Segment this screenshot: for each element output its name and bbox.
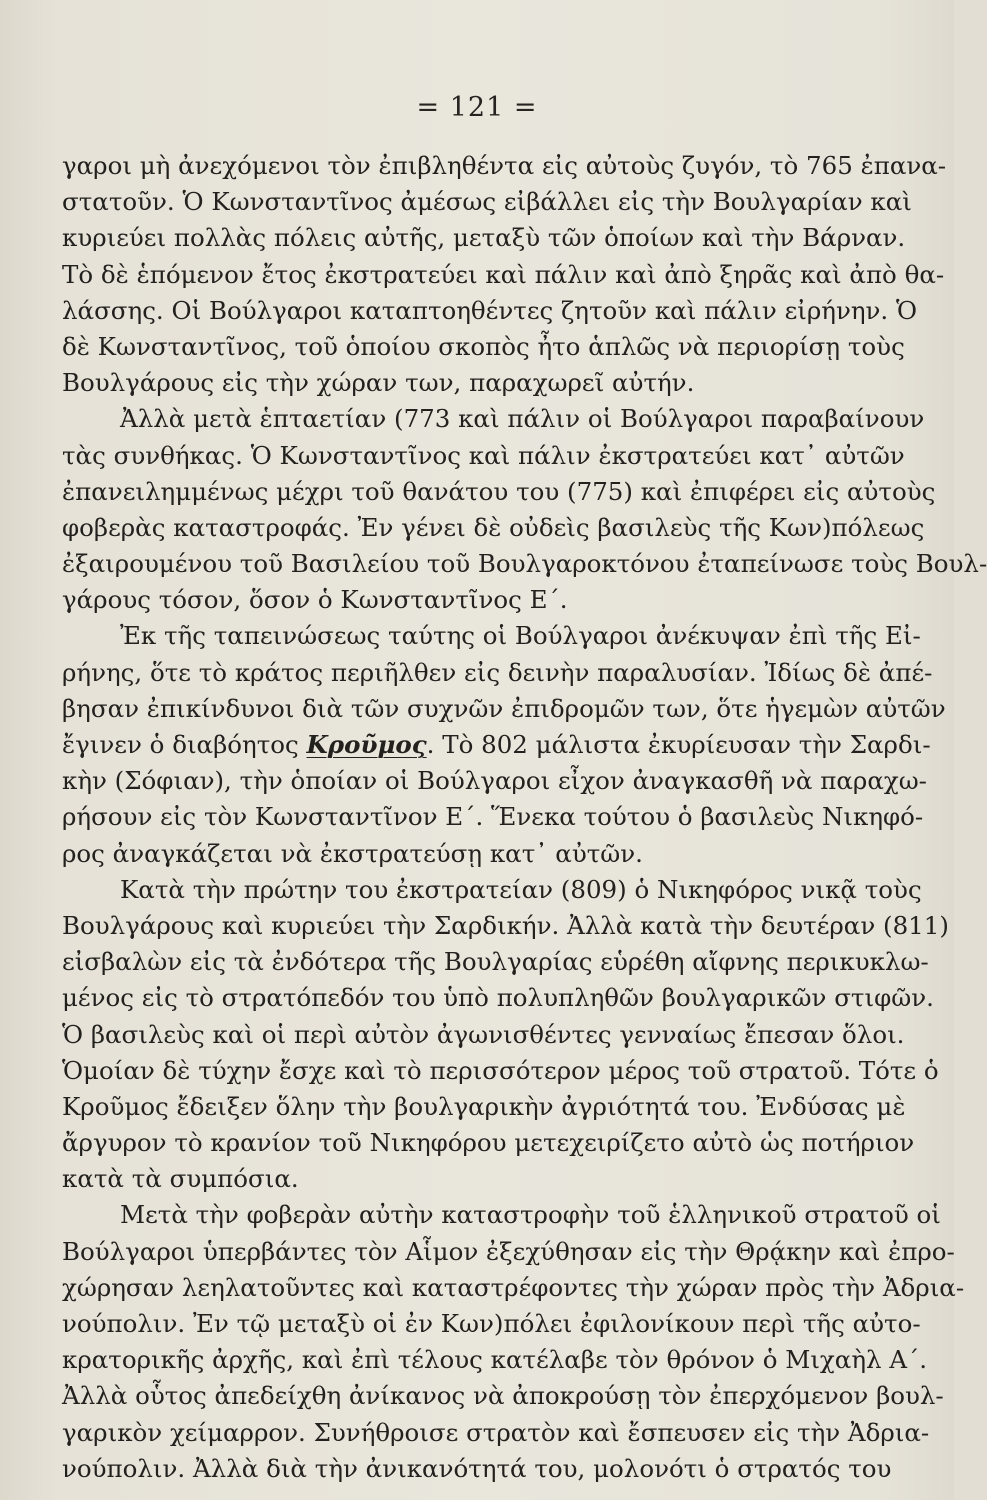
text-line: νούπολιν. Ἐν τῷ μεταξὺ οἱ ἐν Κων)πόλει ἐφιλονίκουν περὶ τῆς αὐτο- (62, 1309, 921, 1338)
text-line: χώρησαν λεηλατοῦντες καὶ καταστρέφοντες τὴν χώραν πρὸς τὴν Ἀδρια- (62, 1272, 965, 1302)
emphasis-rest: Τὸ 802 μάλιστα ἐκυρίευσαν τὴν Σαρδι- (442, 730, 931, 759)
text-line: Ὁμοίαν δὲ τύχην ἔσχε καὶ τὸ περισσότερον μέρος τοῦ στρατοῦ. Τότε ὁ (62, 1055, 939, 1085)
text-line: μένος εἰς τὸ στρατόπεδόν του ὑπὸ πολυπληθῶν βουλγαρικῶν στιφῶν. (62, 983, 934, 1013)
text-line: Ὁ βασιλεὺς καὶ οἱ περὶ αὐτὸν ἀγωνισθέντες γενναίως ἔπεσαν ὅλοι. (62, 1019, 905, 1049)
text-line: ρήνης, ὅτε τὸ κράτος περιῆλθεν εἰς δεινὴν παραλυσίαν. Ἰδίως δὲ ἀπέ- (62, 657, 933, 687)
text-line: φοβερὰς καταστροφάς. Ἐν γένει δὲ οὐδεὶς βασιλεὺς τῆς Κων)πόλεως (62, 512, 925, 542)
text-line: γάρους τόσον, ὅσον ὁ Κωνσταντῖνος Ε΄. (62, 585, 568, 615)
page-number: = 121 = (416, 92, 538, 123)
text-line: κρατορικῆς ἀρχῆς, καὶ ἐπὶ τέλους κατέλαβε τὸν θρόνον ὁ Μιχαὴλ Α΄. (62, 1345, 928, 1375)
paragraph-start: Ἐκ τῆς ταπεινώσεως ταύτης οἱ Βούλγαροι ἀνέκυψαν ἐπὶ τῆς Εἰ- (120, 621, 921, 651)
text-line: εἰσβαλὼν εἰς τὰ ἐνδότερα τῆς Βουλγαρίας εὑρέθη αἴφνης περικυκλω- (62, 947, 929, 977)
text-line: ρήσουν εἰς τὸν Κωνσταντῖνον Ε΄. Ἕνεκα τούτου ὁ βασιλεὺς Νικηφό- (62, 802, 924, 832)
text-line: κατὰ τὰ συμπόσια. (62, 1164, 299, 1194)
text-line: ρος ἀναγκάζεται νὰ ἐκστρατεύσῃ κατ᾿ αὐτῶν. (62, 838, 643, 868)
text-line: Βουλγάρους καὶ κυριεύει τὴν Σαρδικήν. Ἀλλὰ κατὰ τὴν δευτέραν (811) (62, 910, 949, 940)
text-line: Τὸ δὲ ἑπόμενον ἔτος ἐκστρατεύει καὶ πάλιν καὶ ἀπὸ ξηρᾶς καὶ ἀπὸ θα- (62, 259, 945, 289)
text-line: βησαν ἐπικίνδυνοι διὰ τῶν συχνῶν ἐπιδρομῶν των, ὅτε ἡγεμὼν αὐτῶν (62, 693, 946, 723)
text-line: γαρικὸν χείμαρρον. Συνήθροισε στρατὸν καὶ ἔσπευσεν εἰς τὴν Ἀδρια- (62, 1417, 930, 1447)
text-line: τὰς συνθήκας. Ὁ Κωνσταντῖνος καὶ πάλιν ἐκστρατεύει κατ᾿ αὐτῶν (62, 440, 905, 470)
emphasis-suffix: . (426, 730, 435, 759)
paragraph-start: Ἀλλὰ μετὰ ἑπταετίαν (773 καὶ πάλιν οἱ Βούλγαροι παραβαίνουν (120, 404, 925, 434)
text-line: νούπολιν. Ἀλλὰ διὰ τὴν ἀνικανότητά του, μολονότι ὁ στρατός του (62, 1453, 892, 1483)
text-line: Ἀλλὰ οὗτος ἀπεδείχθη ἀνίκανος νὰ ἀποκρούσῃ τὸν ἐπερχόμενον βουλ- (62, 1381, 944, 1411)
text-line: στατοῦν. Ὁ Κωνσταντῖνος ἀμέσως εἰβάλλει εἰς τὴν Βουλγαρίαν καὶ (62, 187, 912, 217)
text-line: δὲ Κωνσταντῖνος, τοῦ ὁποίου σκοπὸς ἦτο ἁπλῶς νὰ περιορίσῃ τοὺς (62, 331, 905, 361)
text-line: κυριεύει πολλὰς πόλεις αὐτῆς, μεταξὺ τῶν ὁποίων καὶ τὴν Βάρναν. (62, 223, 906, 253)
emphasized-name: Κροῦμος (306, 730, 427, 759)
text-line: Βούλγαροι ὑπερβάντες τὸν Αἷμον ἐξεχύθησαν εἰς τὴν Θρᾴκην καὶ ἐπρο- (62, 1236, 955, 1266)
emphasis-prefix: ἔγινεν ὁ διαβόητος (62, 730, 307, 759)
text-line: κὴν (Σόφιαν), τὴν ὁποίαν οἱ Βούλγαροι εἶχον ἀναγκασθῆ νὰ παραχω- (62, 766, 927, 796)
paragraph-start: Μετὰ τὴν φοβερὰν αὐτὴν καταστροφὴν τοῦ ἑλληνικοῦ στρατοῦ οἱ (120, 1200, 941, 1230)
text-line: ἄργυρον τὸ κρανίον τοῦ Νικηφόρου μετεχειρίζετο αὐτὸ ὡς ποτήριον (62, 1128, 915, 1158)
text-line: ἐπανειλημμένως μέχρι τοῦ θανάτου του (775) καὶ ἐπιφέρει εἰς αὐτοὺς (62, 476, 936, 506)
paragraph-start: Κατὰ τὴν πρώτην του ἐκστρατείαν (809) ὁ Νικηφόρος νικᾷ τοὺς (120, 874, 922, 904)
text-line: ἐξαιρουμένου τοῦ Βασιλείου τοῦ Βουλγαροκτόνου ἐταπείνωσε τοὺς Βουλ- (62, 549, 987, 579)
text-line: γαροι μὴ ἀνεχόμενοι τὸν ἐπιβληθέντα εἰς αὐτοὺς ζυγόν, τὸ 765 ἐπανα- (62, 151, 947, 180)
text-line: λάσσης. Οἱ Βούλγαροι καταπτοηθέντες ζητοῦν καὶ πάλιν εἰρήνην. Ὁ (62, 295, 918, 325)
body-text (62, 148, 987, 1487)
text-line: Βουλγάρους εἰς τὴν χώραν των, παραχωρεῖ αὐτήν. (62, 368, 695, 398)
text-line-emphasis (62, 727, 931, 763)
text-line: Κροῦμος ἔδειξεν ὅλην τὴν βουλγαρικὴν ἀγριότητά του. Ἐνδύσας μὲ (62, 1091, 906, 1121)
